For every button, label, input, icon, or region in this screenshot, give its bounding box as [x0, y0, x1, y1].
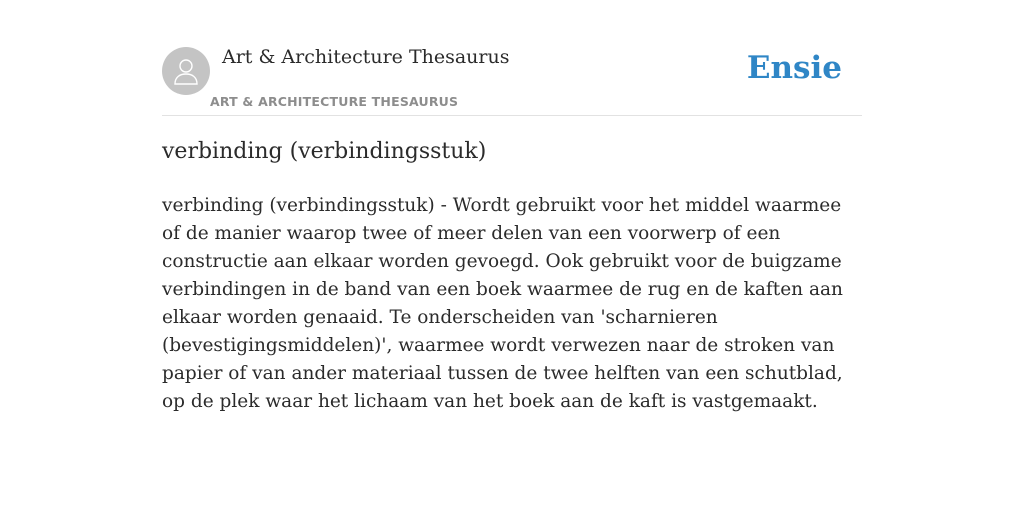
author-name[interactable]: Art & Architecture Thesaurus	[222, 46, 510, 68]
ensie-logo[interactable]: Ensie	[746, 50, 842, 86]
user-icon	[170, 55, 202, 87]
article-body: verbinding (verbindingsstuk) - Wordt gebruikt voor het middel waarmee of de manier waarop twee of meer delen van een voorwerp of een constructie aan elkaar worden gevoegd. Ook gebruikt voor de buigzame verbindingen in de band van een boek waarmee de rug en de kaften aan elkaar worden genaaid. Te onderscheiden van 'scharnieren (bevestigingsmiddelen)', waarmee wordt verwezen naar de stroken van papier of van ander materiaal tussen de twee helften van een schutblad, op de plek waar het lichaam van het boek aan de kaft is vastgemaakt.	[162, 195, 843, 412]
category-label[interactable]: ART & ARCHITECTURE THESAURUS	[210, 94, 459, 109]
avatar[interactable]	[162, 47, 210, 95]
article-title: verbinding (verbindingsstuk)	[162, 139, 487, 164]
header	[162, 40, 862, 116]
